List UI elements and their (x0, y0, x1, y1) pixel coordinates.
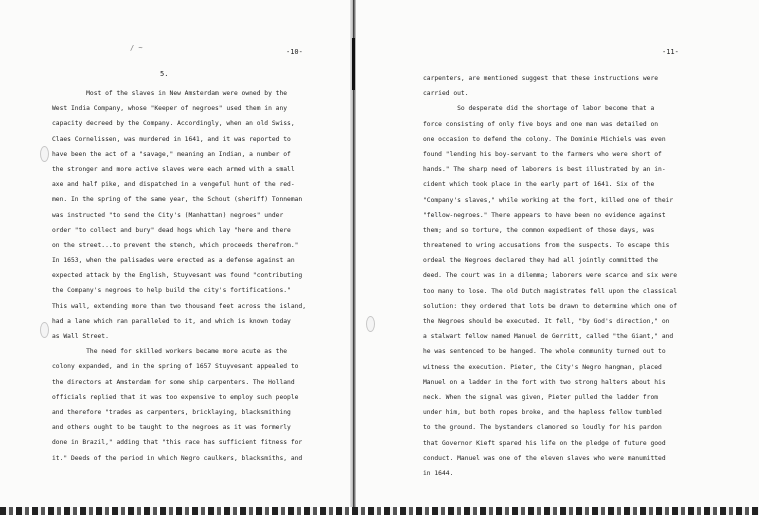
text-line: solution: they ordered that lots be drawn to determine which one of (423, 302, 678, 310)
left-page (0, 0, 352, 515)
section-heading: 5. (160, 70, 169, 78)
text-line: carpenters, are mentioned suggest that these instructions were (423, 75, 659, 82)
left-page-text (52, 86, 306, 466)
text-line: In 1653, when the palisades were erected as a defense against an (52, 257, 295, 265)
text-line: found "lending his boy-servant to the farmers who were short of (423, 150, 662, 158)
text-line: had a lane which ran paralleled to it, and which is known today (52, 317, 291, 325)
text-line: hands." The sharp need of laborers is best illustrated by an in- (423, 166, 666, 174)
text-line: "fellow-negroes." There appears to have been no evidence against (423, 211, 666, 219)
text-line: done in Brazil," adding that "this race has sufficient fitness for (52, 439, 303, 447)
text-line: to the ground. The bystanders clamored so loudly for his pardon (423, 424, 662, 432)
text-line: deed. The court was in a dilemma; laborers were scarce and six were (423, 272, 678, 280)
text-line: too many to lose. The old Dutch magistrates fell upon the classical (423, 287, 678, 295)
text-line: have been the act of a "savage," meaning an Indian, a number of (52, 150, 291, 158)
text-line: neck. When the signal was given, Pieter pulled the ladder from (423, 393, 659, 401)
text-line: West India Company, whose "Keeper of negroes" used them in any (52, 105, 288, 113)
text-line: force consisting of only five boys and one man was detailed on (423, 120, 659, 128)
text-line: was instructed "to send the City's (Manhattan) negroes" under (52, 211, 284, 219)
pencil-scribble: / ~ (130, 44, 143, 52)
page-number-left: -10- (286, 48, 303, 56)
text-line: axe and half pike, and dispatched in a vengeful hunt of the red- (52, 181, 295, 189)
text-line: under him, but both ropes broke, and the hapless fellow tumbled (423, 409, 662, 417)
text-line: in 1644. (423, 469, 454, 477)
text-line: colony expanded, and in the spring of 1657 Stuyvesant appealed to (52, 363, 299, 371)
page-number-right: -11- (662, 48, 679, 56)
text-line: on the street...to prevent the stench, which proceeds therefrom." (52, 241, 299, 249)
text-line: men. In the spring of the same year, the Schout (sheriff) Tonneman (52, 196, 303, 204)
text-line: cident which took place in the early part of 1641. Six of the (423, 181, 655, 189)
text-line: expected attack by the English, Stuyvesant was found "contributing (52, 272, 303, 280)
right-page-text (423, 71, 677, 481)
binding-hole (40, 322, 49, 338)
text-line: the stronger and more active slaves were each armed with a small (52, 165, 295, 173)
text-line: a stalwart fellow named Manuel de Gerritt, called "the Giant," and (423, 333, 674, 341)
text-line: Most of the slaves in New Amsterdam were owned by the (52, 90, 288, 97)
spine-mark (352, 38, 355, 90)
text-line: them; and so torture, the common expedient of those days, was (423, 226, 655, 234)
text-line: ordeal the Negroes declared they had all jointly committed the (423, 257, 659, 265)
text-line: order "to collect and bury" dead hogs which lay "here and there (52, 226, 291, 234)
binding-hole (40, 146, 49, 162)
text-line: it." Deeds of the period in which Negro caulkers, blacksmiths, and (52, 454, 303, 462)
text-line: So desperate did the shortage of labor become that a (423, 105, 655, 113)
text-line: capacity decreed by the Company. Accordingly, when an old Swiss, (52, 120, 295, 128)
text-line: conduct. Manuel was one of the eleven slaves who were manumitted (423, 454, 666, 462)
text-line: the Company's negroes to help build the city's fortifications." (52, 287, 291, 295)
text-line: as Wall Street. (52, 333, 109, 340)
text-line: carried out. (423, 90, 469, 98)
text-line: that Governor Kieft spared his life on the pledge of future good (423, 439, 666, 447)
text-line: the directors at Amsterdam for some ship carpenters. The Holland (52, 378, 295, 386)
text-line: The need for skilled workers became more acute as the (52, 348, 288, 356)
text-line: threatened to wring accusations from the suspects. To escape this (423, 242, 670, 250)
text-line: the Negroes should be executed. It fell, "by God's direction," on (423, 318, 670, 325)
binding-hole (366, 316, 375, 332)
text-line: "Company's slaves," while working at the fort, killed one of their (423, 196, 674, 204)
text-line: he was sentenced to be hanged. The whole community turned out to (423, 348, 666, 356)
text-line: and others ought to be taught to the negroes as it was formerly (52, 424, 291, 432)
text-line: Claes Cornelissen, was murdered in 1641, and it was reported to (52, 135, 291, 143)
text-line: witness the execution. Pieter, the City's Negro hangman, placed (423, 363, 662, 371)
text-line: one occasion to defend the colony. The Dominie Michiels was even (423, 135, 666, 143)
scan-edge-strip (0, 507, 759, 515)
text-line: This wall, extending more than two thousand feet across the island, (52, 302, 307, 310)
text-line: Manuel on a ladder in the fort with two strong halters about his (423, 378, 666, 386)
text-line: and therefore "trades as carpenters, bricklaying, blacksmithing (52, 408, 291, 416)
text-line: officials replied that it was too expensive to employ such people (52, 393, 299, 401)
